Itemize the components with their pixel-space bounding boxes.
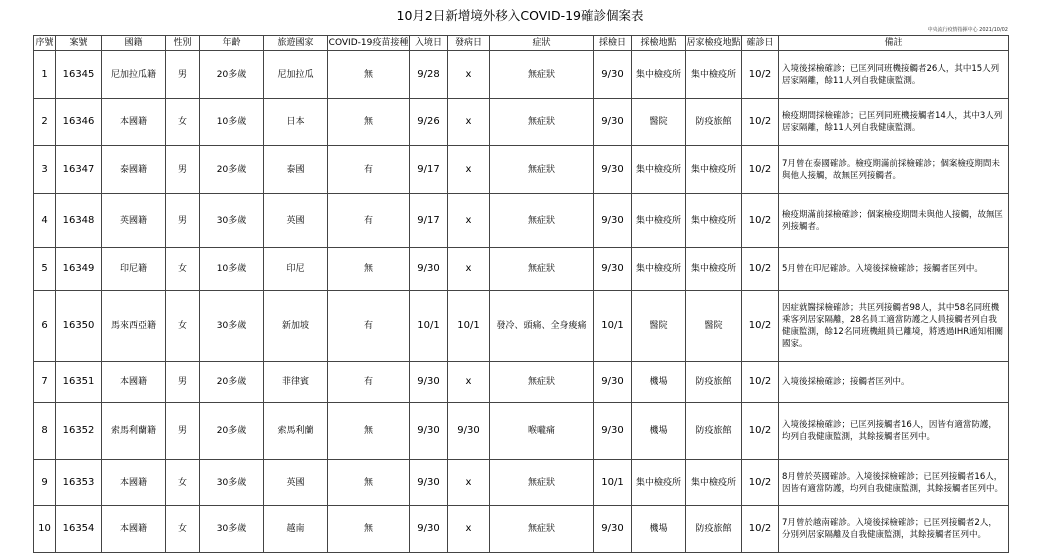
remarks-cell: 檢疫期滿前採檢確診；個案檢疫期間未與他人接觸，故無匡列接觸者。 bbox=[779, 194, 1009, 248]
travel-country-cell: 新加坡 bbox=[264, 291, 328, 362]
nationality-cell: 本國籍 bbox=[102, 362, 166, 403]
header-cell: 採檢地點 bbox=[632, 36, 686, 51]
age-cell: 30多歲 bbox=[200, 291, 264, 362]
quarantine-location-cell: 防疫旅館 bbox=[686, 506, 742, 553]
entry-date-cell: 9/30 bbox=[410, 248, 448, 291]
test-location-cell: 醫院 bbox=[632, 291, 686, 362]
age-cell: 30多歲 bbox=[200, 506, 264, 553]
header-cell: 確診日 bbox=[742, 36, 779, 51]
test-date-cell: 9/30 bbox=[594, 194, 632, 248]
header-cell: COVID-19疫苗接種 bbox=[328, 36, 410, 51]
header-cell: 發病日 bbox=[448, 36, 490, 51]
onset-date-cell: 10/1 bbox=[448, 291, 490, 362]
test-date-cell: 9/30 bbox=[594, 403, 632, 460]
page-title: 10月2日新增境外移入COVID-19確診個案表 bbox=[396, 8, 644, 23]
quarantine-location-cell: 醫院 bbox=[686, 291, 742, 362]
header-cell: 年齡 bbox=[200, 36, 264, 51]
entry-date-cell: 9/30 bbox=[410, 403, 448, 460]
symptom-cell: 無症狀 bbox=[490, 506, 594, 553]
onset-date-cell: 9/30 bbox=[448, 403, 490, 460]
nationality-cell: 索馬利蘭籍 bbox=[102, 403, 166, 460]
header-cell: 案號 bbox=[56, 36, 102, 51]
table-row bbox=[34, 291, 1009, 362]
header-cell: 備註 bbox=[779, 36, 1009, 51]
quarantine-location-cell: 防疫旅館 bbox=[686, 362, 742, 403]
travel-country-cell: 菲律賓 bbox=[264, 362, 328, 403]
remarks-cell: 入境後採檢確診；接觸者匡列中。 bbox=[779, 362, 1009, 403]
remarks-cell: 7月曾在泰國確診。檢疫期滿前採檢確診；個案檢疫期間未與他人接觸，故無匡列接觸者。 bbox=[779, 146, 1009, 194]
nationality-cell: 英國籍 bbox=[102, 194, 166, 248]
nationality-cell: 本國籍 bbox=[102, 460, 166, 506]
age-cell: 10多歲 bbox=[200, 99, 264, 146]
onset-date-cell: x bbox=[448, 248, 490, 291]
travel-country-cell: 英國 bbox=[264, 194, 328, 248]
test-location-cell: 機場 bbox=[632, 362, 686, 403]
nationality-cell: 印尼籍 bbox=[102, 248, 166, 291]
vaccine-cell: 無 bbox=[328, 99, 410, 146]
header-cell: 旅遊國家 bbox=[264, 36, 328, 51]
header-cell: 入境日 bbox=[410, 36, 448, 51]
quarantine-location-cell: 集中檢疫所 bbox=[686, 194, 742, 248]
test-date-cell: 9/30 bbox=[594, 51, 632, 99]
case-number-cell: 16347 bbox=[56, 146, 102, 194]
test-date-cell: 9/30 bbox=[594, 248, 632, 291]
gender-cell: 男 bbox=[166, 403, 200, 460]
vaccine-cell: 有 bbox=[328, 362, 410, 403]
vaccine-cell: 無 bbox=[328, 403, 410, 460]
travel-country-cell: 日本 bbox=[264, 99, 328, 146]
test-location-cell: 集中檢疫所 bbox=[632, 51, 686, 99]
gender-cell: 男 bbox=[166, 146, 200, 194]
table-row bbox=[34, 146, 1009, 194]
header-row bbox=[34, 36, 1009, 51]
test-date-cell: 9/30 bbox=[594, 362, 632, 403]
test-date-cell: 10/1 bbox=[594, 291, 632, 362]
confirmed-date-cell: 10/2 bbox=[742, 403, 779, 460]
test-location-cell: 集中檢疫所 bbox=[632, 460, 686, 506]
test-date-cell: 9/30 bbox=[594, 506, 632, 553]
test-location-cell: 集中檢疫所 bbox=[632, 248, 686, 291]
quarantine-location-cell: 防疫旅館 bbox=[686, 403, 742, 460]
onset-date-cell: x bbox=[448, 362, 490, 403]
onset-date-cell: x bbox=[448, 51, 490, 99]
age-cell: 20多歲 bbox=[200, 146, 264, 194]
confirmed-date-cell: 10/2 bbox=[742, 362, 779, 403]
table-row bbox=[34, 362, 1009, 403]
travel-country-cell: 英國 bbox=[264, 460, 328, 506]
test-location-cell: 醫院 bbox=[632, 99, 686, 146]
gender-cell: 男 bbox=[166, 362, 200, 403]
confirmed-date-cell: 10/2 bbox=[742, 146, 779, 194]
symptom-cell: 無症狀 bbox=[490, 460, 594, 506]
remarks-cell: 8月曾於英國確診。入境後採檢確診；已匡列接觸者16人，因皆有適當防護，均列自我健康監測，其餘接觸者匡列中。 bbox=[779, 460, 1009, 506]
symptom-cell: 無症狀 bbox=[490, 194, 594, 248]
case-number-cell: 16348 bbox=[56, 194, 102, 248]
nationality-cell: 泰國籍 bbox=[102, 146, 166, 194]
entry-date-cell: 9/17 bbox=[410, 194, 448, 248]
gender-cell: 女 bbox=[166, 506, 200, 553]
table-row bbox=[34, 506, 1009, 553]
table-row bbox=[34, 403, 1009, 460]
remarks-cell: 因症就醫採檢確診；共匡列接觸者98人，其中58名同班機乘客列居家隔離，28名員工適當防護之人員接觸者列自我健康監測，餘12名同班機組員已離境，將透過IHR通知相關國家。 bbox=[779, 291, 1009, 362]
test-location-cell: 集中檢疫所 bbox=[632, 194, 686, 248]
confirmed-date-cell: 10/2 bbox=[742, 51, 779, 99]
confirmed-date-cell: 10/2 bbox=[742, 248, 779, 291]
entry-date-cell: 10/1 bbox=[410, 291, 448, 362]
serial-cell: 6 bbox=[34, 291, 56, 362]
case-number-cell: 16351 bbox=[56, 362, 102, 403]
vaccine-cell: 有 bbox=[328, 194, 410, 248]
table-row bbox=[34, 248, 1009, 291]
symptom-cell: 無症狀 bbox=[490, 51, 594, 99]
symptom-cell: 無症狀 bbox=[490, 146, 594, 194]
header-cell: 性別 bbox=[166, 36, 200, 51]
gender-cell: 男 bbox=[166, 51, 200, 99]
age-cell: 20多歲 bbox=[200, 362, 264, 403]
confirmed-date-cell: 10/2 bbox=[742, 291, 779, 362]
case-number-cell: 16349 bbox=[56, 248, 102, 291]
confirmed-date-cell: 10/2 bbox=[742, 506, 779, 553]
serial-cell: 2 bbox=[34, 99, 56, 146]
quarantine-location-cell: 集中檢疫所 bbox=[686, 248, 742, 291]
test-date-cell: 9/30 bbox=[594, 146, 632, 194]
symptom-cell: 發冷、頭痛、全身痠痛 bbox=[490, 291, 594, 362]
case-number-cell: 16350 bbox=[56, 291, 102, 362]
case-number-cell: 16352 bbox=[56, 403, 102, 460]
nationality-cell: 本國籍 bbox=[102, 506, 166, 553]
travel-country-cell: 印尼 bbox=[264, 248, 328, 291]
travel-country-cell: 泰國 bbox=[264, 146, 328, 194]
serial-cell: 8 bbox=[34, 403, 56, 460]
case-number-cell: 16346 bbox=[56, 99, 102, 146]
entry-date-cell: 9/26 bbox=[410, 99, 448, 146]
vaccine-cell: 無 bbox=[328, 506, 410, 553]
header-cell: 採檢日 bbox=[594, 36, 632, 51]
onset-date-cell: x bbox=[448, 99, 490, 146]
test-date-cell: 9/30 bbox=[594, 99, 632, 146]
confirmed-date-cell: 10/2 bbox=[742, 99, 779, 146]
vaccine-cell: 無 bbox=[328, 460, 410, 506]
onset-date-cell: x bbox=[448, 146, 490, 194]
vaccine-cell: 有 bbox=[328, 291, 410, 362]
remarks-cell: 7月曾於越南確診。入境後採檢確診；已匡列接觸者2人，分別列居家隔離及自我健康監測，其餘接觸者匡列中。 bbox=[779, 506, 1009, 553]
quarantine-location-cell: 集中檢疫所 bbox=[686, 146, 742, 194]
serial-cell: 10 bbox=[34, 506, 56, 553]
nationality-cell: 馬來西亞籍 bbox=[102, 291, 166, 362]
serial-cell: 5 bbox=[34, 248, 56, 291]
age-cell: 30多歲 bbox=[200, 460, 264, 506]
nationality-cell: 尼加拉瓜籍 bbox=[102, 51, 166, 99]
table-row bbox=[34, 51, 1009, 99]
vaccine-cell: 無 bbox=[328, 248, 410, 291]
table-row bbox=[34, 99, 1009, 146]
case-number-cell: 16345 bbox=[56, 51, 102, 99]
test-location-cell: 集中檢疫所 bbox=[632, 146, 686, 194]
symptom-cell: 無症狀 bbox=[490, 99, 594, 146]
quarantine-location-cell: 集中檢疫所 bbox=[686, 460, 742, 506]
onset-date-cell: x bbox=[448, 506, 490, 553]
nationality-cell: 本國籍 bbox=[102, 99, 166, 146]
age-cell: 20多歲 bbox=[200, 403, 264, 460]
gender-cell: 女 bbox=[166, 460, 200, 506]
entry-date-cell: 9/30 bbox=[410, 362, 448, 403]
test-date-cell: 10/1 bbox=[594, 460, 632, 506]
serial-cell: 1 bbox=[34, 51, 56, 99]
quarantine-location-cell: 集中檢疫所 bbox=[686, 51, 742, 99]
travel-country-cell: 尼加拉瓜 bbox=[264, 51, 328, 99]
header-cell: 序號 bbox=[34, 36, 56, 51]
symptom-cell: 喉嚨痛 bbox=[490, 403, 594, 460]
quarantine-location-cell: 防疫旅館 bbox=[686, 99, 742, 146]
serial-cell: 4 bbox=[34, 194, 56, 248]
confirmed-date-cell: 10/2 bbox=[742, 460, 779, 506]
remarks-cell: 5月曾在印尼確診。入境後採檢確診；接觸者匡列中。 bbox=[779, 248, 1009, 291]
age-cell: 20多歲 bbox=[200, 51, 264, 99]
onset-date-cell: x bbox=[448, 194, 490, 248]
travel-country-cell: 索馬利蘭 bbox=[264, 403, 328, 460]
entry-date-cell: 9/17 bbox=[410, 146, 448, 194]
age-cell: 10多歲 bbox=[200, 248, 264, 291]
gender-cell: 女 bbox=[166, 248, 200, 291]
header-cell: 居家檢疫地點 bbox=[686, 36, 742, 51]
onset-date-cell: x bbox=[448, 460, 490, 506]
remarks-cell: 檢疫期間採檢確診；已匡列同班機接觸者14人，其中3人列居家隔離，餘11人列自我健康監測。 bbox=[779, 99, 1009, 146]
entry-date-cell: 9/30 bbox=[410, 460, 448, 506]
vaccine-cell: 無 bbox=[328, 51, 410, 99]
table-row bbox=[34, 194, 1009, 248]
header-cell: 症狀 bbox=[490, 36, 594, 51]
case-number-cell: 16354 bbox=[56, 506, 102, 553]
symptom-cell: 無症狀 bbox=[490, 248, 594, 291]
case-number-cell: 16353 bbox=[56, 460, 102, 506]
entry-date-cell: 9/30 bbox=[410, 506, 448, 553]
header-cell: 國籍 bbox=[102, 36, 166, 51]
age-cell: 30多歲 bbox=[200, 194, 264, 248]
test-location-cell: 機場 bbox=[632, 506, 686, 553]
test-location-cell: 機場 bbox=[632, 403, 686, 460]
serial-cell: 3 bbox=[34, 146, 56, 194]
remarks-cell: 入境後採檢確診；已匡列接觸者16人，因皆有適當防護，均列自我健康監測，其餘接觸者匡列中。 bbox=[779, 403, 1009, 460]
remarks-cell: 入境後採檢確診；已匡列同班機接觸者26人，其中15人列居家隔離，餘11人列自我健康監測。 bbox=[779, 51, 1009, 99]
travel-country-cell: 越南 bbox=[264, 506, 328, 553]
confirmed-date-cell: 10/2 bbox=[742, 194, 779, 248]
gender-cell: 男 bbox=[166, 194, 200, 248]
table-row bbox=[34, 460, 1009, 506]
vaccine-cell: 有 bbox=[328, 146, 410, 194]
symptom-cell: 無症狀 bbox=[490, 362, 594, 403]
issuer-date: 中央流行疫情指揮中心 2021/10/02 bbox=[927, 27, 1008, 33]
gender-cell: 女 bbox=[166, 291, 200, 362]
entry-date-cell: 9/28 bbox=[410, 51, 448, 99]
gender-cell: 女 bbox=[166, 99, 200, 146]
serial-cell: 9 bbox=[34, 460, 56, 506]
serial-cell: 7 bbox=[34, 362, 56, 403]
case-table bbox=[33, 35, 1009, 553]
